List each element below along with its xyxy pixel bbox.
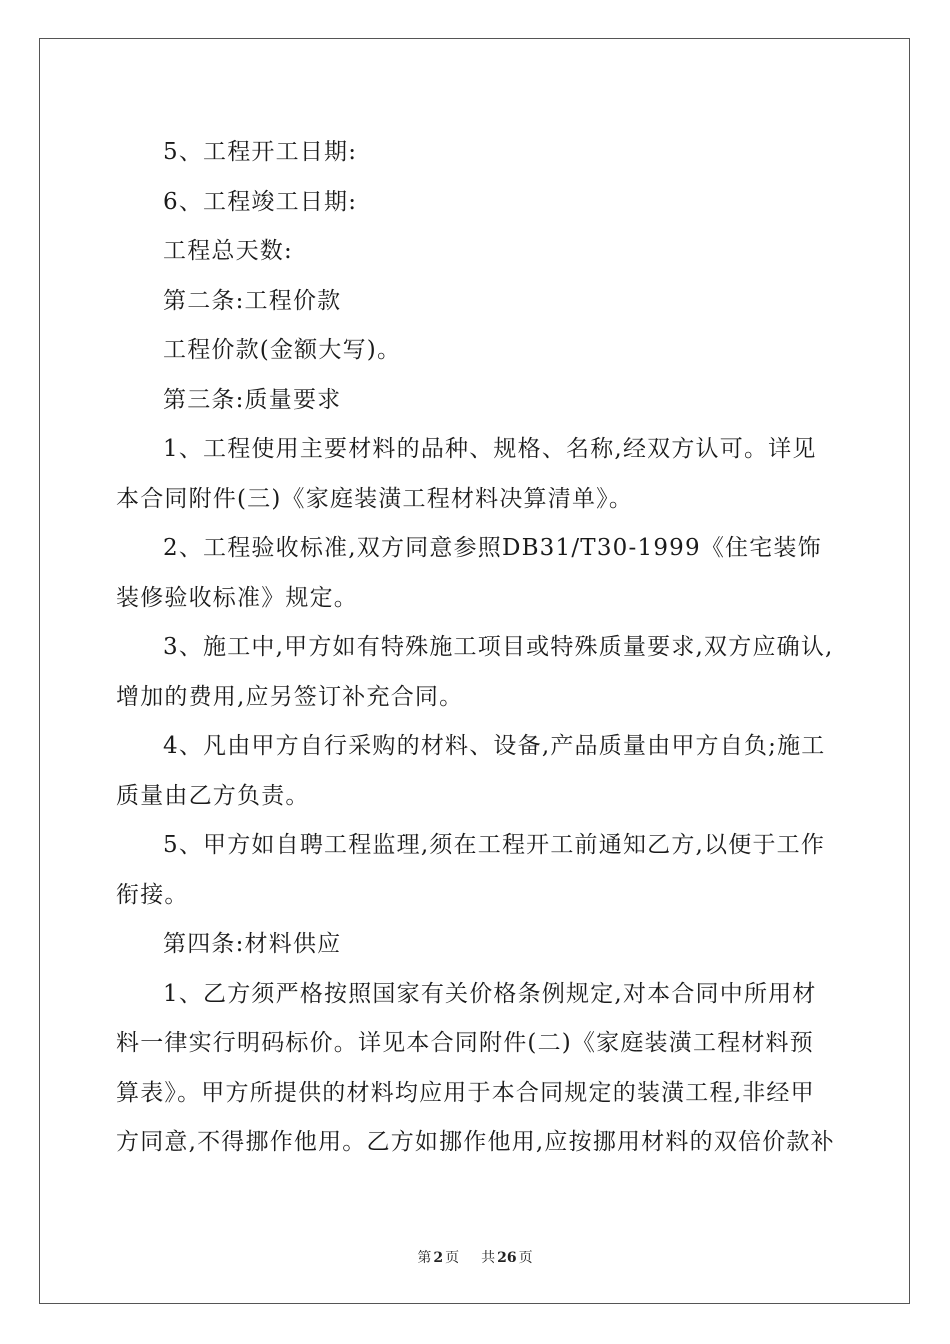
total-prefix: 共 [481,1250,496,1266]
total-pages: 26 [497,1250,517,1266]
paragraph: 工程总天数: [163,238,293,264]
page-suffix: 页 [445,1250,460,1266]
page-number: 2 [433,1250,444,1266]
page-footer [0,1247,950,1267]
paragraph: 3、施工中,甲方如有特殊施工项目或特殊质量要求,双方应确认,增加的费用,应另签订补充合同。 [116,634,834,710]
paragraph: 2、工程验收标准,双方同意参照DB31/T30-1999《住宅装饰装修验收标准》规定。 [116,535,822,611]
paragraph: 1、乙方须严格按照国家有关价格条例规定,对本合同中所用材料一律实行明码标价。详见本合同附件(二)《家庭装潢工程材料预算表》。甲方所提供的材料均应用于本合同规定的装潢工程,非经甲方同意,不得挪作他用。乙方如挪作他用,应按挪用材料的双倍价款补 [116,980,835,1155]
page-prefix: 第 [417,1250,432,1266]
paragraph: 6、工程竣工日期: [163,188,358,215]
paragraph: 1、工程使用主要材料的品种、规格、名称,经双方认可。详见本合同附件(三)《家庭装潢工程材料决算清单》。 [116,436,817,512]
section-heading: 第二条:工程价款 [163,287,342,314]
paragraph: 4、凡由甲方自行采购的材料、设备,产品质量由甲方自负;施工质量由乙方负责。 [116,733,826,809]
paragraph: 工程价款(金额大写)。 [163,337,402,363]
section-heading: 第三条:质量要求 [163,386,342,413]
total-suffix: 页 [518,1250,533,1266]
section-heading: 第四条:材料供应 [163,931,342,957]
paragraph: 5、工程开工日期: [163,139,358,165]
paragraph: 5、甲方如自聘工程监理,须在工程开工前通知乙方,以便于工作衔接。 [116,832,826,908]
document-body [116,128,836,1168]
